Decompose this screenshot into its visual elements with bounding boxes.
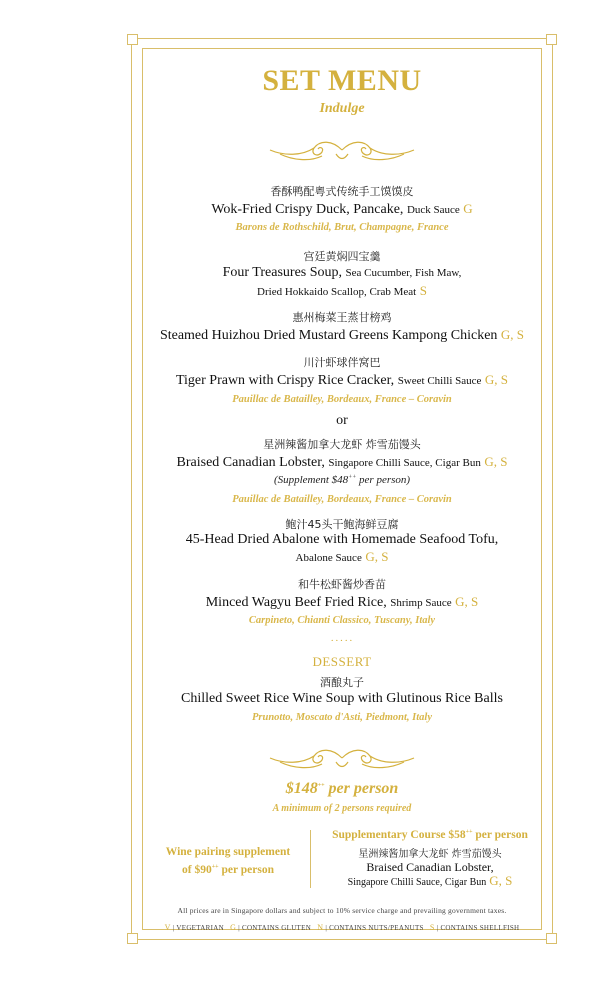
course-5-chinese: 星洲辣酱加拿大龙虾 炸雪茄馒头 — [263, 438, 421, 451]
course-7-wine: Carpineto, Chianti Classico, Tuscany, Italy — [248, 615, 436, 626]
course-7-chinese: 和牛松虾酱炒香苗 — [298, 578, 386, 591]
supplementary-chinese: 星洲辣酱加拿大龙虾 炸雪茄馒头 — [358, 849, 502, 860]
supplementary-heading: Supplementary Course $58++ per person — [332, 829, 528, 841]
course-6-chinese: 鲍汁45头干鲍海鲜豆腐 — [285, 518, 399, 531]
wine-pairing-supplement: Wine pairing supplement of $90++ per person — [165, 846, 291, 876]
course-4-wine: Pauillac de Batailley, Bordeaux, France – Coravin — [232, 394, 452, 405]
legend-key-shellfish: S — [429, 923, 435, 932]
frame-corner-icon — [127, 933, 138, 944]
course-4-name: Tiger Prawn with Crispy Rice Cracker, Sweet Chilli Sauce G, S — [175, 372, 509, 388]
dessert-heading: DESSERT — [312, 654, 372, 669]
page-title: SET MENU — [262, 64, 422, 97]
course-2-chinese: 宫廷黄焖四宝羹 — [303, 250, 381, 263]
frame-corner-icon — [546, 933, 557, 944]
legend-key-vegetarian: V — [164, 923, 171, 932]
course-3-name: Steamed Huizhou Dried Mustard Greens Kampong Chicken G, S — [159, 327, 525, 343]
course-2-name: Four Treasures Soup, Sea Cucumber, Fish Maw, — [222, 265, 462, 280]
course-1-name: Wok-Fried Crispy Duck, Pancake, Duck Sauce G — [211, 201, 473, 217]
dessert-chinese: 酒酿丸子 — [320, 676, 364, 689]
course-6-name: 45-Head Dried Abalone with Homemade Seafood Tofu, — [185, 532, 499, 547]
frame-corner-icon — [127, 34, 138, 45]
course-6-detail: Abalone Sauce G, S — [295, 549, 389, 564]
gold-flourish-divider-icon — [262, 744, 422, 772]
course-1-wine: Barons de Rothschild, Brut, Champagne, France — [235, 222, 449, 233]
supplementary-course — [316, 829, 544, 890]
dietary-legend: V | VEGETARIAN G | CONTAINS GLUTEN N | CONTAINS NUTS/PEANUTS S | CONTAINS SHELLFISH — [164, 923, 520, 932]
dessert-wine: Prunotto, Moscato d'Asti, Piedmont, Italy — [252, 712, 432, 723]
or-separator: or — [336, 413, 348, 428]
legend-key-gluten: G — [230, 923, 237, 932]
set-price: $148++ per person — [285, 780, 399, 797]
course-5-supplement-note: (Supplement $48++ per person) — [273, 474, 411, 486]
course-4-chinese: 川汁虾球伴窝巴 — [303, 356, 381, 369]
course-5-wine: Pauillac de Batailley, Bordeaux, France – Coravin — [232, 494, 452, 505]
supplementary-name: Braised Canadian Lobster, — [366, 860, 494, 874]
course-2-detail: Dried Hokkaido Scallop, Crab Meat S — [257, 283, 427, 298]
frame-corner-icon — [546, 34, 557, 45]
supplement-divider — [310, 830, 311, 888]
course-1-chinese: 香酥鸭配粤式传统手工馍馍皮 — [270, 185, 414, 198]
legend-key-nuts: N — [317, 923, 324, 932]
price-disclaimer: All prices are in Singapore dollars and subject to 10% service charge and prevailing government taxes. — [177, 906, 507, 915]
course-5-name: Braised Canadian Lobster, Singapore Chilli Sauce, Cigar Bun G, S — [176, 454, 508, 470]
dessert-dots-divider: ····· — [330, 635, 354, 647]
course-3-chinese: 惠州梅菜王蒸甘榜鸡 — [292, 311, 392, 324]
page-subtitle: Indulge — [319, 101, 365, 116]
minimum-persons-note: A minimum of 2 persons required — [272, 803, 412, 814]
gold-flourish-divider-icon — [262, 136, 422, 164]
supplementary-detail: Singapore Chilli Sauce, Cigar Bun G, S — [347, 873, 513, 888]
dessert-name: Chilled Sweet Rice Wine Soup with Glutinous Rice Balls — [181, 691, 503, 706]
course-7-name: Minced Wagyu Beef Fried Rice, Shrimp Sauce G, S — [205, 594, 479, 610]
